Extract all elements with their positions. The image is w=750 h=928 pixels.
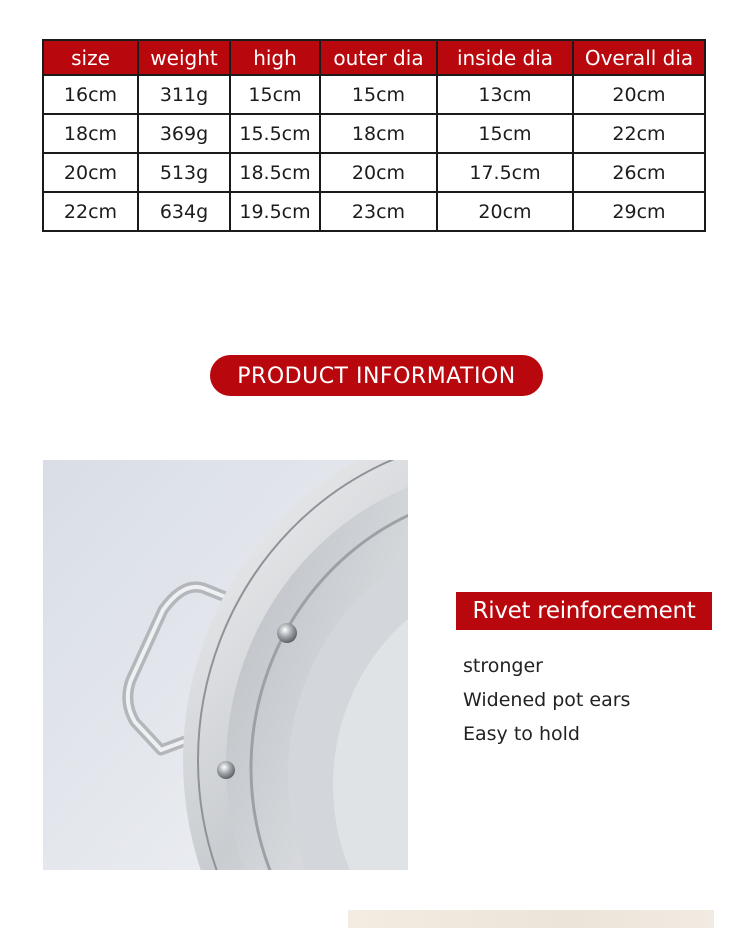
feature-title: Rivet reinforcement [456, 592, 712, 630]
section-title-badge: PRODUCT INFORMATION [210, 355, 543, 396]
table-row [43, 75, 705, 114]
table-row [43, 153, 705, 192]
table-cell: 20cm [437, 192, 573, 231]
table-cell: 15cm [230, 75, 320, 114]
table-cell: 18.5cm [230, 153, 320, 192]
table-cell: 18cm [43, 114, 138, 153]
pot-rivet-photo [43, 460, 408, 870]
table-cell: 16cm [43, 75, 138, 114]
header-size: size [43, 40, 138, 75]
table-cell: 311g [138, 75, 230, 114]
table-cell: 19.5cm [230, 192, 320, 231]
list-item: Widened pot ears [463, 689, 631, 711]
header-inside-dia: inside dia [437, 40, 573, 75]
list-item: Easy to hold [463, 723, 580, 745]
table-cell: 20cm [320, 153, 437, 192]
table-cell: 513g [138, 153, 230, 192]
table-row [43, 192, 705, 231]
list-item: stronger [463, 655, 543, 677]
table-cell: 20cm [43, 153, 138, 192]
header-outer-dia: outer dia [320, 40, 437, 75]
table-cell: 13cm [437, 75, 573, 114]
header-weight: weight [138, 40, 230, 75]
table-cell: 17.5cm [437, 153, 573, 192]
table-cell: 22cm [43, 192, 138, 231]
table-cell: 29cm [573, 192, 705, 231]
header-high: high [230, 40, 320, 75]
table-cell: 18cm [320, 114, 437, 153]
table-cell: 26cm [573, 153, 705, 192]
table-cell: 15cm [320, 75, 437, 114]
table-cell: 23cm [320, 192, 437, 231]
table-cell: 20cm [573, 75, 705, 114]
next-section-image-edge [348, 910, 714, 928]
table-cell: 369g [138, 114, 230, 153]
table-cell: 15cm [437, 114, 573, 153]
table-row [43, 114, 705, 153]
size-table-header [43, 40, 705, 75]
table-cell: 634g [138, 192, 230, 231]
table-cell: 22cm [573, 114, 705, 153]
size-table [42, 39, 706, 232]
table-cell: 15.5cm [230, 114, 320, 153]
feature-list [463, 652, 630, 754]
header-overall-dia: Overall dia [573, 40, 705, 75]
